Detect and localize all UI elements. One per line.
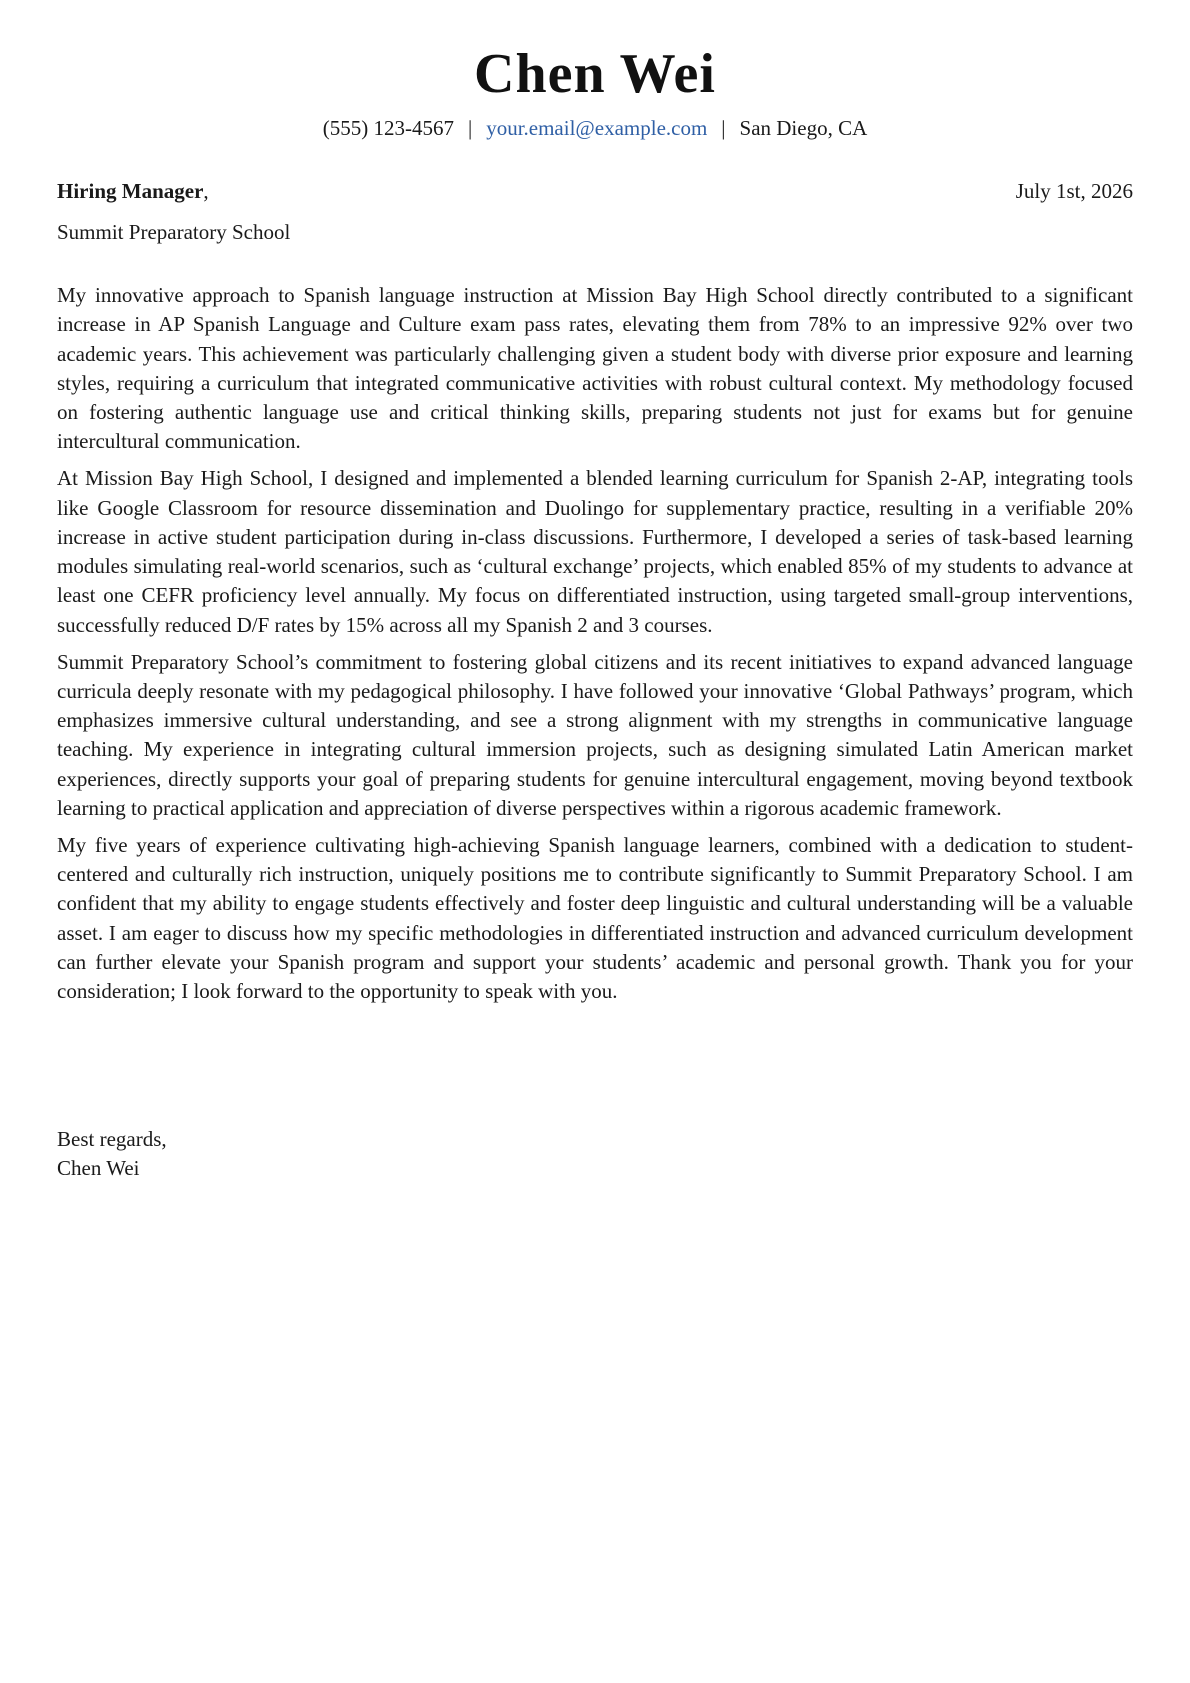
recipient-block — [57, 176, 1133, 247]
letter-closing — [57, 1125, 167, 1183]
phone-number: (555) 123-4567 — [322, 116, 454, 140]
body-paragraph: My five years of experience cultivating high-achieving Spanish language learners, combined with a dedication to student-centered and culturally rich instruction, uniquely positions me to contribute significantly to Summit Preparatory School. I am confident that my ability to engage students effectively and foster deep linguistic and cultural understanding will be a valuable asset. I am eager to discuss how my specific methodologies in differentiated instruction and advanced curriculum development can further elevate your Spanish program and support your students’ academic and personal growth. Thank you for your consideration; I look forward to the opportunity to speak with you. — [57, 832, 1133, 1004]
body-paragraph: My innovative approach to Spanish language instruction at Mission Bay High School directly contributed to a significant increase in AP Spanish Language and Culture exam pass rates, elevating them from 78% to an impressive 92% over two academic years. This achievement was particularly challenging given a student body with diverse prior exposure and learning styles, requiring a curriculum that integrated communicative activities with robust cultural context. My methodology focused on fostering authentic language use and critical thinking skills, preparing students not just for exams but for genuine intercultural communication. — [57, 283, 1133, 454]
body-paragraph: Summit Preparatory School’s commitment to fostering global citizens and its recent initiatives to expand advanced language curricula deeply resonate with my pedagogical philosophy. I have followed your innovative ‘Global Pathways’ program, which emphasizes immersive cultural understanding, and see a strong alignment with my strengths in communicative language teaching. My experience in integrating cultural immersion projects, such as designing simulated Latin American market experiences, directly supports your goal of preparing students for genuine intercultural engagement, moving beyond textbook learning to practical application and appreciation of diverse perspectives within a rigorous academic framework. — [57, 649, 1133, 821]
location: San Diego, CA — [739, 116, 868, 140]
recipient-title-line — [57, 176, 1133, 206]
recipient-organization: Summit Preparatory School — [57, 220, 291, 244]
letter-date: July 1st, 2026 — [1015, 179, 1133, 203]
closing-signature: Chen Wei — [57, 1156, 140, 1180]
contact-separator: | — [721, 116, 726, 140]
recipient-role: Hiring Manager — [57, 179, 204, 203]
recipient-salutation — [57, 176, 209, 206]
recipient-role-suffix: , — [203, 179, 209, 203]
email-link[interactable]: your.email@example.com — [486, 116, 708, 140]
body-paragraph: At Mission Bay High School, I designed and implemented a blended learning curriculum for Spanish 2-AP, integrating tools like Google Classroom for resource dissemination and Duolingo for supplementary practice, resulting in a verifiable 20% increase in active student participation during in-class discussions. Furthermore, I developed a series of task-based learning modules simulating real-world scenarios, such as ‘cultural exchange’ projects, which enabled 85% of my students to advance at least one CEFR proficiency level annually. My focus on differentiated instruction, using targeted small-group interventions, successfully reduced D/F rates by 15% across all my Spanish 2 and 3 courses. — [57, 466, 1133, 637]
contact-separator: | — [467, 116, 473, 140]
applicant-name: Chen Wei — [474, 43, 716, 105]
closing-salutation: Best regards, — [57, 1127, 167, 1151]
contact-line — [57, 113, 1133, 143]
letter-body — [57, 281, 1133, 1014]
